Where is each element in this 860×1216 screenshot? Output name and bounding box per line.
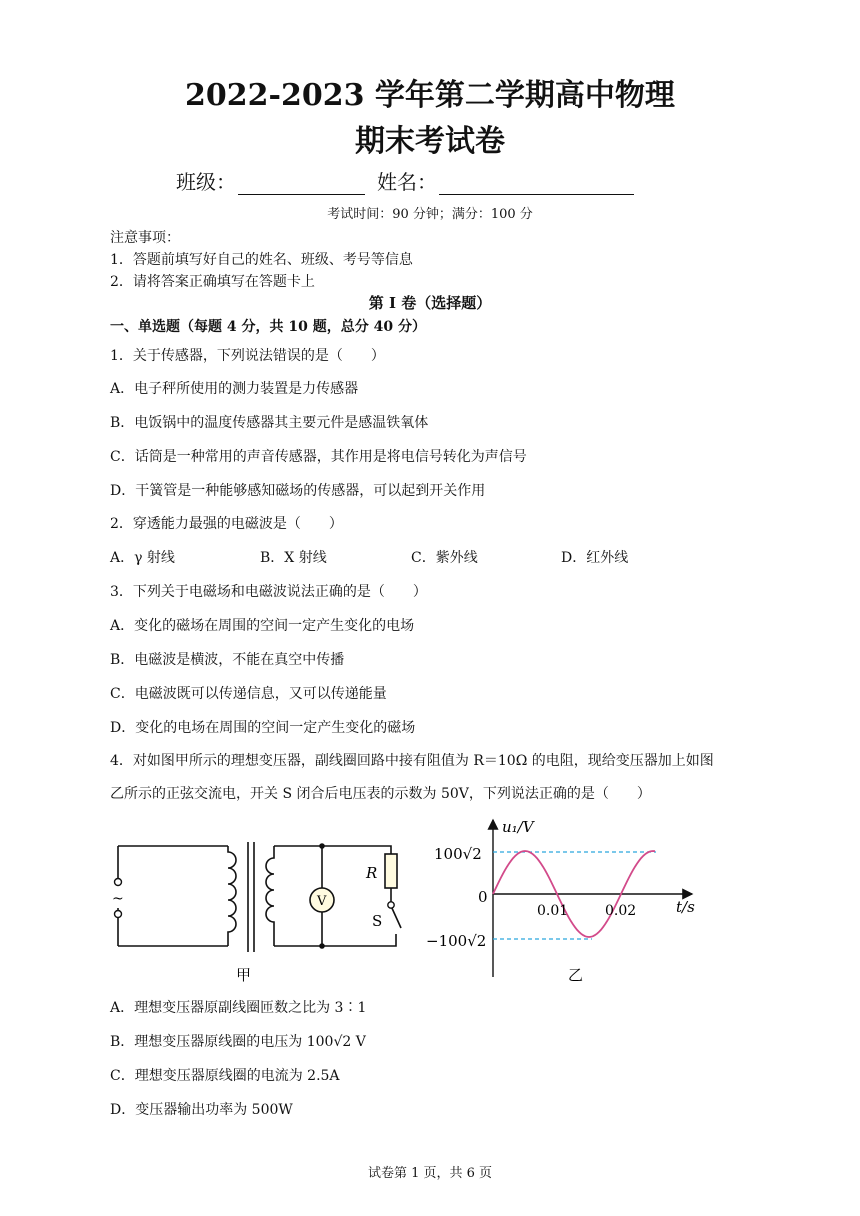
question-3-stem: 3．下列关于电磁场和电磁波说法正确的是（ ） [110,584,427,600]
class-blank[interactable] [238,172,365,195]
origin-label: 0 [478,888,488,906]
question-4-option-a[interactable]: A．理想变压器原副线圈匝数之比为 3∶1 [110,1000,367,1016]
question-2-option-c[interactable]: C．紫外线 [411,550,478,566]
switch-label: S [372,912,383,930]
question-4-option-b[interactable]: B．理想变压器原线圈的电压为 100√2 V [110,1034,366,1050]
question-2-option-b[interactable]: B．X 射线 [260,550,327,566]
question-3-option-a[interactable]: A．变化的磁场在周围的空间一定产生变化的电场 [110,618,415,634]
sine-voltage-graph [420,812,710,987]
y-axis-label: u₁/V [502,818,534,836]
voltmeter-label: V [317,894,327,909]
part-title: 一、单选题（每题 4 分，共 10 题，总分 40 分） [110,319,426,335]
note-item: 2．请将答案正确填写在答题卡上 [110,274,315,290]
question-1-option-d[interactable]: D．干簧管是一种能够感知磁场的传感器，可以起到开关作用 [110,483,486,499]
page-footer: 试卷第 1 页，共 6 页 [367,1166,493,1181]
question-4-stem-line1: 4．对如图甲所示的理想变压器，副线圈回路中接有阻值为 R＝10Ω 的电阻，现给变压器加上如图 [110,753,714,769]
question-3-option-b[interactable]: B．电磁波是横波，不能在真空中传播 [110,652,345,668]
question-4-stem-line2: 乙所示的正弦交流电，开关 S 闭合后电压表的示数为 50V，下列说法正确的是（ ） [110,786,651,802]
class-label: 班级： [176,170,236,194]
question-2-option-d[interactable]: D．红外线 [561,550,629,566]
y-trough-label: −100√2 [426,932,487,950]
exam-info: 考试时间：90 分钟；满分：100 分 [327,207,533,222]
question-1-option-a[interactable]: A．电子秤所使用的测力装置是力传感器 [110,381,359,397]
question-3-option-d[interactable]: D．变化的电场在周围的空间一定产生变化的磁场 [110,720,416,736]
ac-symbol: ~ [112,891,124,907]
ac-terminal-bottom [115,911,122,918]
question-3-option-c[interactable]: C．电磁波既可以传递信息，又可以传递能量 [110,686,387,702]
transformer-circuit-diagram [108,830,408,985]
switch-contact [388,902,394,908]
question-4-option-c[interactable]: C．理想变压器原线圈的电流为 2.5A [110,1068,340,1084]
exam-subtitle: 期末考试卷 [355,124,505,159]
name-blank[interactable] [439,172,634,195]
name-label: 姓名： [377,170,437,194]
exam-title: 2022-2023 学年第二学期高中物理 [185,78,675,113]
question-1-stem: 1．关于传感器，下列说法错误的是（ ） [110,348,385,364]
note-item: 1．答题前填写好自己的姓名、班级、考号等信息 [110,252,413,268]
question-2-option-a[interactable]: A．γ 射线 [110,550,175,566]
question-4-option-d[interactable]: D．变压器输出功率为 500W [110,1102,293,1118]
question-1-option-c[interactable]: C．话筒是一种常用的声音传感器，其作用是将电信号转化为声信号 [110,449,527,465]
question-1-option-b[interactable]: B．电饭锅中的温度传感器其主要元件是感温铁氧体 [110,415,429,431]
section-title: 第 I 卷（选择题） [368,294,492,312]
question-2-stem: 2．穿透能力最强的电磁波是（ ） [110,516,343,532]
ac-terminal-top [115,879,122,886]
resistor-icon [386,855,396,887]
y-peak-label: 100√2 [434,845,482,863]
figure-yi-caption: 乙 [568,966,584,984]
x-tick-label: 0.01 [537,903,569,919]
x-tick-label: 0.02 [605,903,637,919]
resistor-label: R [366,864,378,882]
x-axis-label: t/s [676,898,695,916]
notes-title: 注意事项： [110,230,180,246]
student-info-row [176,166,634,195]
figure-jia-caption: 甲 [236,966,252,984]
